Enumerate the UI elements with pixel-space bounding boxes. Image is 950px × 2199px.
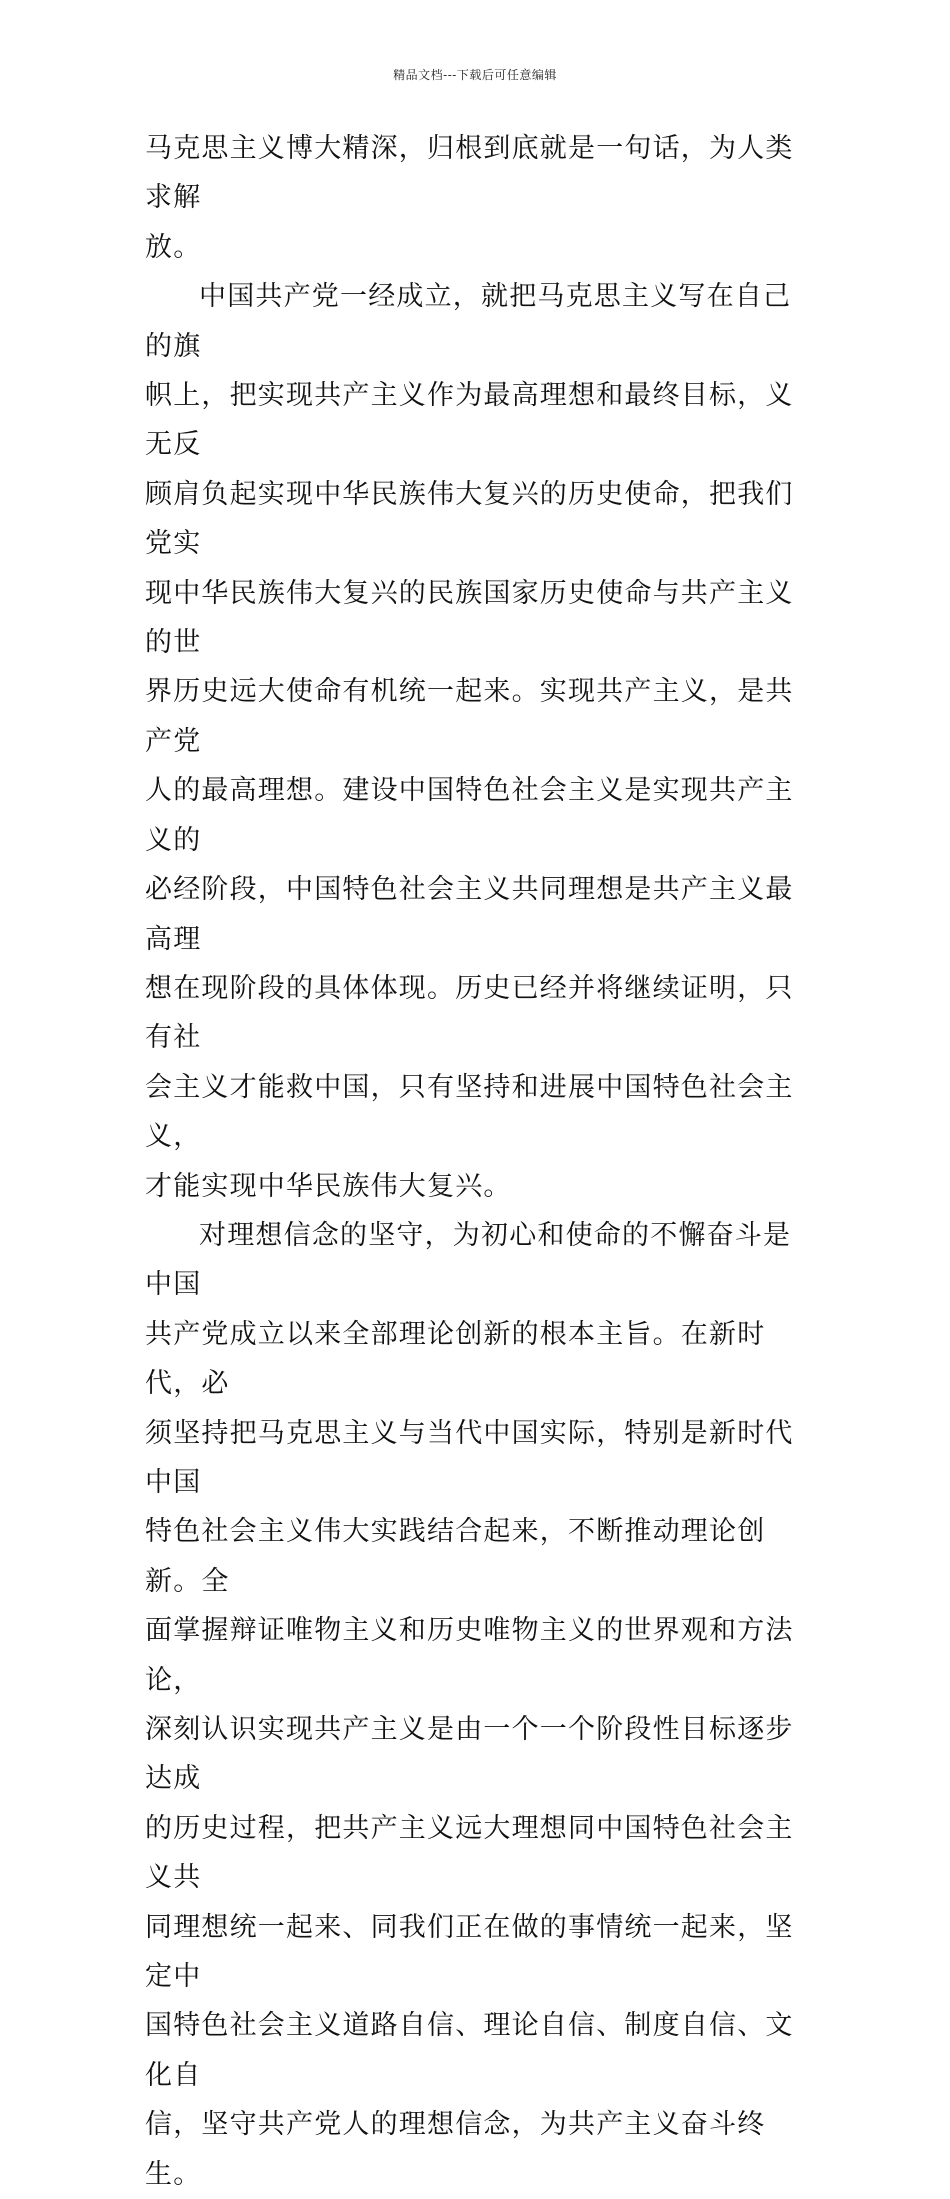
paragraph-line: 同理想统一起来、同我们正在做的事情统一起来，坚定中 [145,1911,794,1993]
paragraph-line: 的历史过程，把共产主义远大理想同中国特色社会主义共 [145,1812,794,1894]
paragraph-3 [145,1211,810,2199]
paragraph-line: 放。 [145,231,202,263]
paragraph-line: 信，坚守共产党人的理想信念，为共产主义奋斗终生。 [145,2109,766,2190]
paragraph-line: 会主义才能救中国，只有坚持和进展中国特色社会主义， [145,1071,794,1153]
paragraph-line: 必经阶段，中国特色社会主义共同理想是共产主义最高理 [145,874,794,955]
paragraph-line: 特色社会主义伟大实践结合起来，不断推动理论创新。全 [145,1516,766,1597]
paragraph-line: 深刻认识实现共产主义是由一个一个阶段性目标逐步达成 [145,1714,794,1795]
paragraph-line: 人的最高理想。建设中国特色社会主义是实现共产主义的 [145,775,794,856]
paragraph-line: 共产党成立以来全部理论创新的根本主旨。在新时代，必 [145,1318,766,1400]
paragraph-line: 面掌握辩证唯物主义和历史唯物主义的世界观和方法论， [145,1615,794,1696]
paragraph-line: 界历史远大使命有机统一起来。实现共产主义，是共产党 [145,676,794,757]
document-body [145,124,810,2199]
paragraph-line: 对理想信念的坚守，为初心和使命的不懈奋斗是中国 [145,1219,792,1301]
paragraph-line: 现中华民族伟大复兴的民族国家历史使命与共产主义的世 [145,577,794,659]
paragraph-1 [145,124,810,272]
paragraph-line: 才能实现中华民族伟大复兴。 [145,1170,512,1202]
paragraph-line: 国特色社会主义道路自信、理论自信、制度自信、文化自 [145,2010,794,2091]
page-header: 精品文档---下载后可任意编辑 [393,68,557,82]
paragraph-line: 想在现阶段的具体体现。历史已经并将继续证明，只有社 [145,972,794,1054]
paragraph-line: 中国共产党一经成立，就把马克思主义写在自己的旗 [145,281,792,362]
paragraph-line: 顾肩负起实现中华民族伟大复兴的历史使命，把我们党实 [145,478,794,560]
paragraph-line: 马克思主义博大精深，归根到底就是一句话，为人类求解 [145,133,794,214]
paragraph-line: 帜上，把实现共产主义作为最高理想和最终目标，义无反 [145,380,794,461]
paragraph-line: 须坚持把马克思主义与当代中国实际，特别是新时代中国 [145,1417,794,1498]
paragraph-2 [145,272,810,1211]
